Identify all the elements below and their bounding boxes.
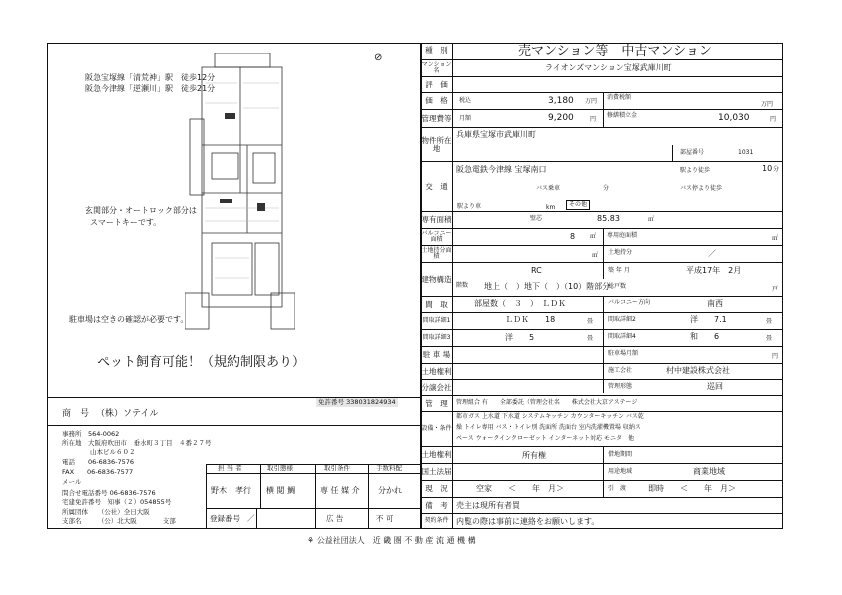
facility-line-3: ペース ウォークインクローゼット インターネット対応 モニタ 他 [456,435,634,442]
balcony-unit: ㎡ [590,233,597,240]
org-logo-icon: ⚘ [307,536,315,545]
structure-label: 建物構造 [421,263,453,296]
lease-label: 借地期間 [608,451,633,458]
contract-label: 契約条件 [421,514,453,529]
floors-value: 地上（ ）地下（ ）（10）階部分 [484,282,611,291]
mgmt-value: 9,200 [548,113,574,123]
status-label: 現 況 [421,481,453,497]
mgmt-value: 管理組合 有 全部委託（管理会社名 株式会社大京アステージ [456,399,638,406]
remark-value: 売主は現所有者買 [456,501,520,510]
divider [603,296,604,393]
repair-unit: 円 [770,116,777,123]
facility-line-2: 燥 トイレ専用 バス・トイレ別 洗面所 洗面台 室内洗濯機置場 収納ス [456,424,641,431]
rating-label: 評 価 [421,77,453,92]
parking-note: 駐車場は空きの確認が必要です。 [69,315,189,324]
trade-label: 商 号 [62,409,90,419]
walk-value: 10 [762,164,773,173]
location-label: 物件所在地 [421,128,453,161]
org-name: 公益社団法人 近 畿 圏 不 動 産 流 通 機 構 [316,536,476,545]
type-label: 種 別 [421,43,453,59]
zoning-label: 用途地域 [608,468,633,475]
agent-tel: 電話 06-6836-7576 [62,458,135,466]
detail4-label: 間取詳細4 [608,333,636,340]
person-name: 野木 孝行 [211,486,251,495]
area-sub: 壁芯 [530,215,543,222]
agent-building: 山本ビル６０２ [90,448,136,456]
price-value: 3,180 [548,96,574,106]
room-label: 部屋番号 [680,149,705,156]
land-share-label: 土地持分 [608,249,633,256]
divider [672,145,673,162]
detail2-value: 洋 7.1 [690,315,727,324]
balcony-label: バルコニー面積 [421,229,452,243]
parking-fee-unit: 円 [772,353,779,360]
access-line-2: 阪急今津線「逆瀬川」駅 徒歩21分 [85,84,216,93]
facility-label: 設備・条件 [421,412,453,446]
detail4-value: 和 6 [690,332,720,341]
builder-value: 村中建設株式会社 [666,366,730,375]
mgmt-sub: 月額 [459,115,472,122]
direction-value: 南西 [707,299,723,308]
divider [603,93,604,127]
built-value: 平成17年 2月 [686,266,742,275]
name-value: ライオンズマンション宝塚武庫川町 [545,63,672,72]
detail1-label: 間取詳細1 [421,313,453,329]
legal-label: 国土法届 [421,464,453,480]
floor-plan-drawing [185,53,295,331]
type-value: 売マンション等 中古マンション [518,44,712,59]
units-label: 総戸数 [608,283,627,290]
seller-label: 分譲会社 [421,380,453,395]
repair-label: 修繕積立金 [607,112,638,119]
units-unit: 戸 [772,286,779,293]
detail3-value: 洋 5 [505,333,535,342]
layout-value: 部屋数（ ３ ） ＬＤＫ [474,299,566,308]
builder-label: 施工会社 [608,367,633,374]
area-label: 専有面積 [421,212,453,228]
agent-permit: 宅建免許番号 知事（２）054855号 [62,498,172,506]
land-area-label: 土地持分面積 [421,246,452,260]
divider [603,228,604,279]
fee-split-value: 分かれ [378,486,402,495]
access-line-1: 阪急宝塚線「清荒神」駅 徒歩12分 [85,73,216,82]
private-label: 専用庭面積 [607,232,638,239]
mgmt-fee-label: 管理費等 [421,110,453,127]
detail3-label: 間取詳細3 [421,330,453,346]
parking-label: 駐 車 場 [421,347,453,363]
col-person-header: 担 当 者 [218,464,242,472]
license-number: 免許番号 338031824934 [318,398,396,406]
detail1-unit: 畳 [587,318,594,325]
north-icon: ⊘ [374,52,383,63]
floors-label: 階数 [456,282,469,289]
layout-label: 間 取 [421,297,453,312]
agent-divider [47,425,421,426]
agent-branch: 支部名 （公）北大阪 支部 [62,517,176,525]
repair-value: 10,030 [718,113,750,123]
entrance-note-2: スマートキーです。 [90,218,162,227]
reg-number-value: ／ [247,514,255,523]
detail1-value: ＬＤＫ 18 [505,315,556,324]
zoning-value: 商業地域 [693,467,725,476]
walk-unit: 分 [773,166,780,173]
bus-stop-label: バス停より徒歩 [680,185,723,192]
traffic-line: 阪急電鉄今津線 宝塚南口 [456,165,547,174]
other-label: その他 [566,200,590,210]
lr-value: 所有権 [522,451,546,460]
facility-line-1: 都市ガス 上水道 下水道 システムキッチン カウンターキッチン バス乾 [456,413,644,420]
car-unit: km [546,204,556,211]
detail2-unit: 畳 [766,318,773,325]
col-fee-split-header: 手数料配 [376,464,402,472]
detail4-unit: 畳 [766,335,773,342]
delivery-label: 引 渡 [608,485,627,492]
agent-address: 所在地 大阪府吹田市 垂水町３丁目 ４番２７号 [62,439,212,447]
tax-unit: 万円 [761,101,774,108]
car-label: 駅より車 [457,203,482,210]
detail2-label: 間取詳細2 [608,316,636,323]
entrance-note-1: 玄関部分・オートロック部分は [85,206,197,215]
land-unit: ㎡ [592,252,599,259]
delivery-value: 即時 ＜ 年 月＞ [648,484,736,493]
price-label: 価 格 [421,93,453,109]
name-label: マンション名 [421,60,452,74]
agent-fax: FAX 06-6836-7577 [62,468,134,476]
built-label: 築 年 月 [608,267,630,274]
transaction-value: 横 閲 鯛 [266,486,296,495]
tax-label: 消費税額 [607,94,632,101]
price-sub: 税込 [459,97,472,104]
private-unit: ㎡ [772,235,779,242]
reg-number-label: 登録番号 [210,514,240,523]
trade-name: （株）ソテイル [96,409,159,419]
lr-label: 土地権利 [421,447,453,463]
walk-label: 駅より徒歩 [680,167,711,174]
mgmt-title-label: 管 理 [421,396,453,411]
ad-value: 不 可 [376,514,394,523]
price-unit: 万円 [585,98,598,105]
agent-inquiry: 問合せ電話番号 06-6836-7576 [62,489,156,497]
footer-org [307,537,476,545]
bus-label: バス乗車 [536,185,561,192]
divider [603,447,604,498]
land-share-value: ／ [708,249,716,258]
agent-mail: メール [62,478,82,486]
bus-unit: 分 [603,185,610,192]
mgmt-unit: 円 [590,116,597,123]
col-fee-header: 取引条件 [324,464,350,472]
traffic-label: 交 通 [421,162,453,211]
remark-label: 備 考 [421,498,453,513]
mgmt-mode-label: 管理形態 [608,383,633,390]
status-value: 空家 ＜ 年 月＞ [476,484,564,493]
pet-note: ペット飼育可能！（規約制限あり） [97,355,306,370]
parking-fee-label: 駐車場月額 [608,350,639,357]
detail3-unit: 畳 [587,335,594,342]
fee-value: 専 任 媒 介 [320,486,360,495]
balcony-value: 8 [570,232,576,241]
agent-group: 所属団体 （公社）全日大阪 [62,508,150,516]
mgmt-mode-value: 巡回 [707,382,723,391]
col-transaction-header: 取引態様 [267,464,293,472]
structure-value: RC [531,266,542,275]
agent-office: 事務所 564-0062 [62,430,120,438]
direction-label: バルコニー方向 [608,299,651,306]
land-right-label: 土地権利 [421,364,453,379]
location-value: 兵庫県宝塚市武庫川町 [456,130,536,139]
room-value: 1031 [738,149,754,156]
area-unit: ㎡ [648,216,655,223]
contract-value: 内覧の際は事前に連絡をお願いします。 [456,517,600,526]
ad-label: 広 告 [326,514,344,523]
area-value: 85.83 [597,214,620,223]
